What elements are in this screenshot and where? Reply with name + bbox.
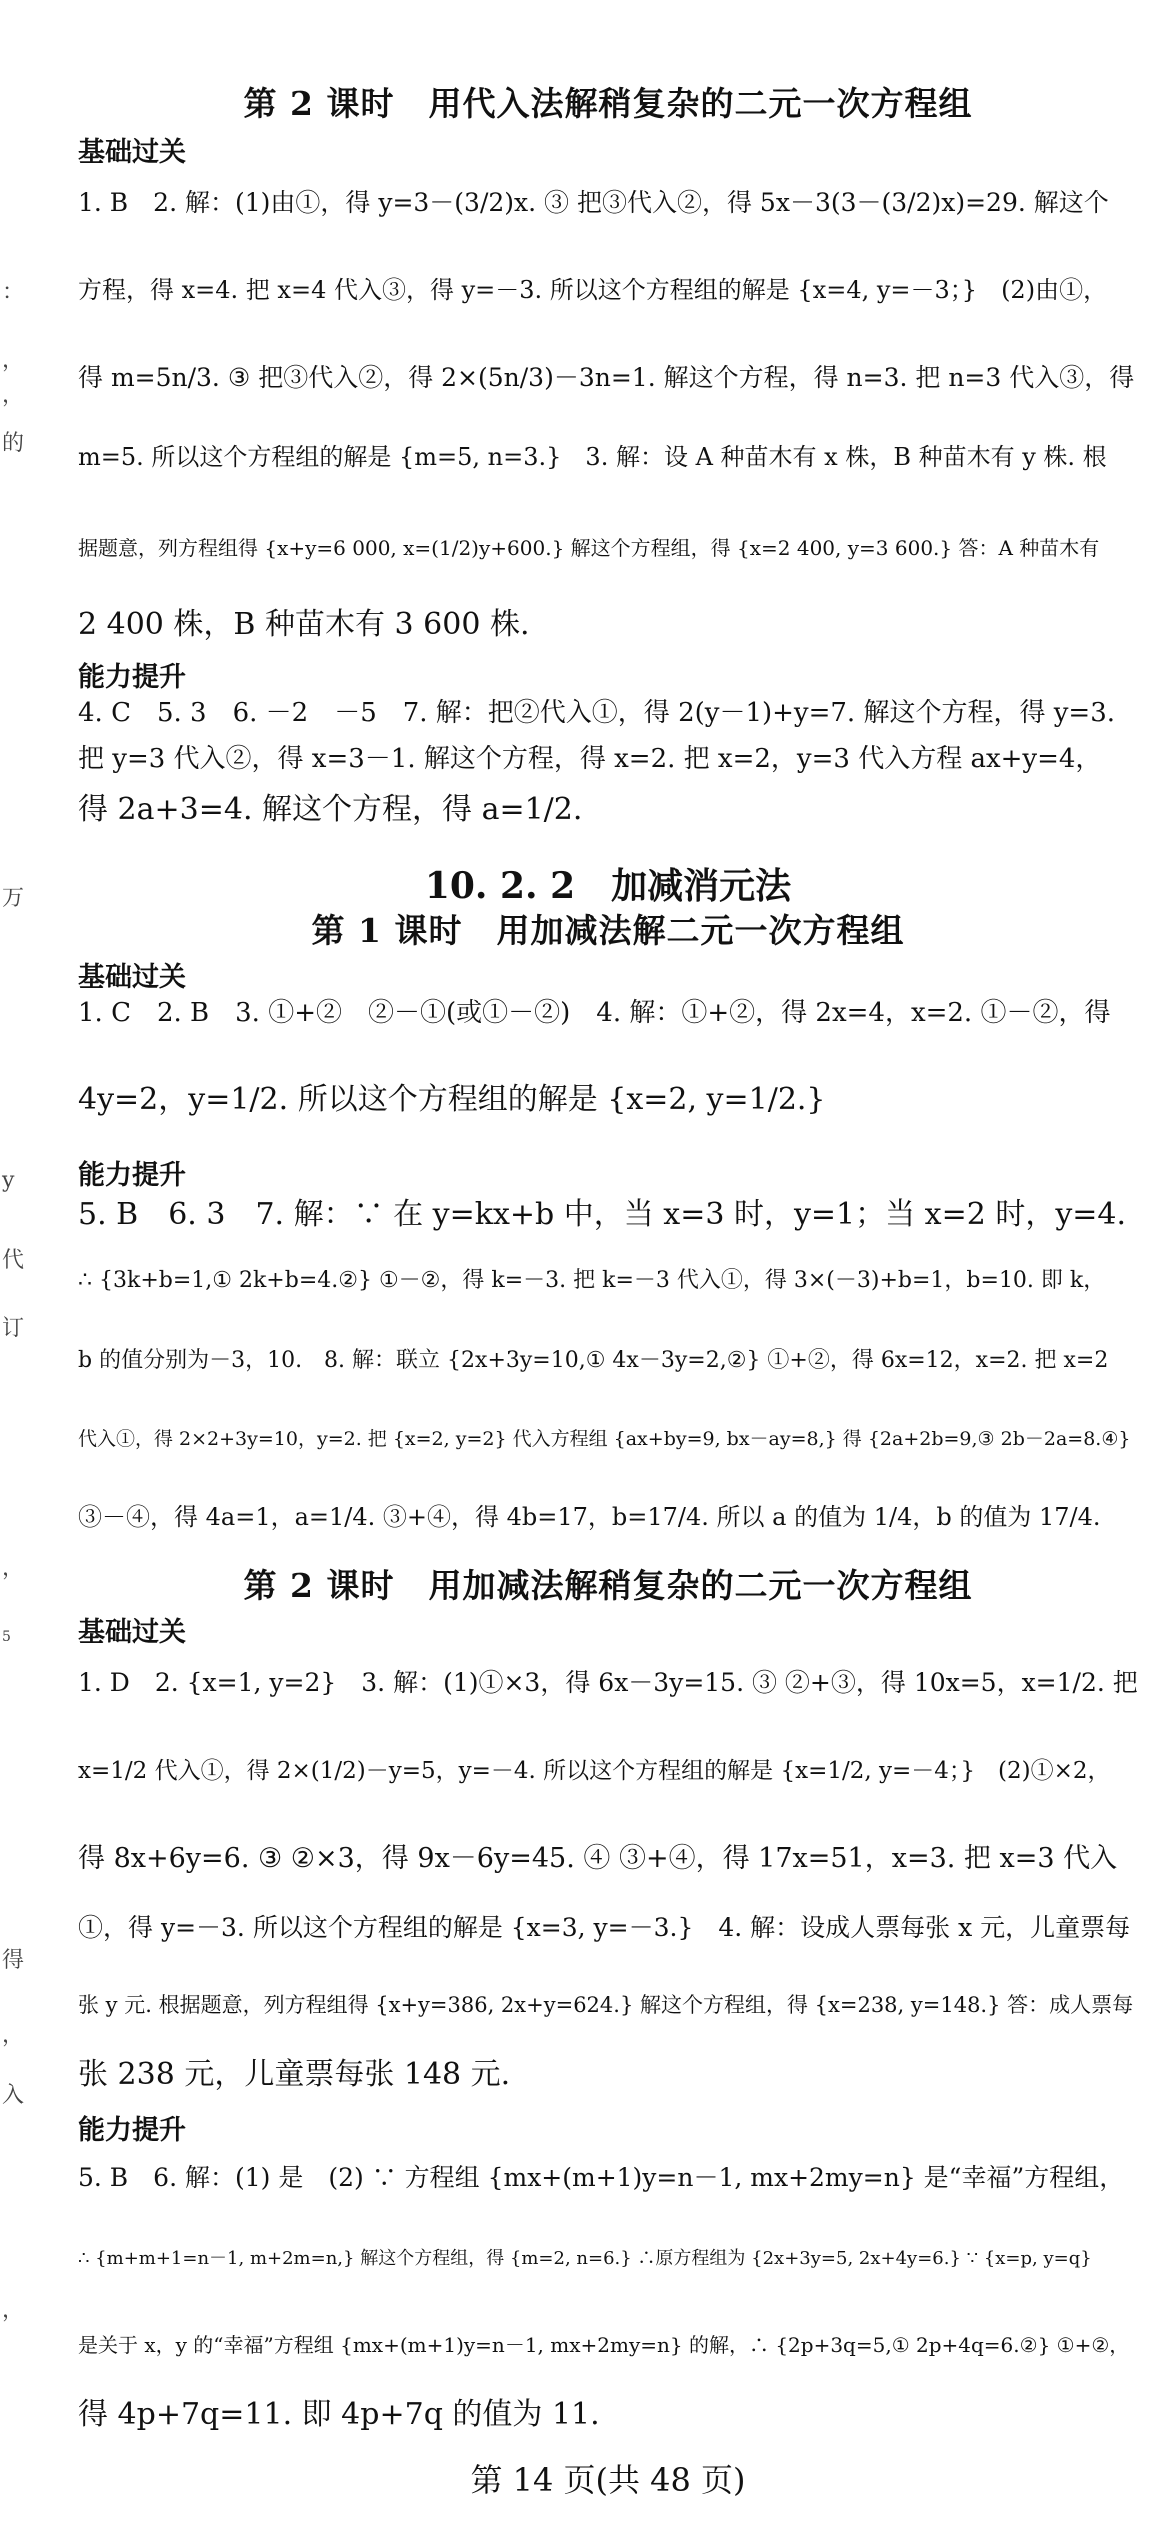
answer-line: 是关于 x，y 的“幸福”方程组 {mx+(m+1)y=n－1, mx+2my=n} 的解，∴ {2p+3q=5,① 2p+4q=6.②} ①+②，: [78, 2333, 1130, 2357]
answer-line: 1. D 2. {x=1, y=2} 3. 解：(1)①×3，得 6x－3y=15. ③ ②+③，得 10x=5，x=1/2. 把: [78, 1668, 1138, 1697]
answer-line: 5. B 6. 3 7. 解：∵ 在 y=kx+b 中，当 x=3 时，y=1；当 x=2 时，y=4.: [78, 1197, 1127, 1232]
answer-line: 2 400 株，B 种苗木有 3 600 株.: [78, 607, 530, 642]
answer-line: 1. C 2. B 3. ①+② ②－①(或①－②) 4. 解：①+②，得 2x=4，x=2. ①－②，得: [78, 998, 1111, 1028]
subheading-basic: 基础过关: [78, 962, 186, 993]
answer-line: 方程，得 x=4. 把 x=4 代入③，得 y=－3. 所以这个方程组的解是 {x=4, y=－3；} (2)由①，: [78, 276, 1108, 304]
answer-line: 得 4p+7q=11. 即 4p+7q 的值为 11.: [78, 2397, 600, 2432]
edge-mark: ，: [2, 2298, 25, 2323]
answer-line: 4y=2，y=1/2. 所以这个方程组的解是 {x=2, y=1/2.}: [78, 1082, 826, 1117]
edge-mark: ，: [2, 1556, 25, 1581]
edge-mark: ，: [2, 348, 25, 373]
answer-line: ∴ {3k+b=1,① 2k+b=4.②} ①－②，得 k=－3. 把 k=－3 代入①，得 3×(－3)+b=1，b=10. 即 k，: [78, 1268, 1106, 1293]
answer-line: 得 m=5n/3. ③ 把③代入②，得 2×(5n/3)－3n=1. 解这个方程，得 n=3. 把 n=3 代入③，得: [78, 363, 1135, 392]
answer-line: b 的值分别为－3，10. 8. 解：联立 {2x+3y=10,① 4x－3y=2,②} ①+②，得 6x=12，x=2. 把 x=2: [78, 1348, 1109, 1373]
edge-mark: y: [2, 1168, 15, 1193]
answer-line: 代入①，得 2×2+3y=10，y=2. 把 {x=2, y=2} 代入方程组 {ax+by=9, bx－ay=8,} 得 {2a+2b=9,③ 2b－2a=8.④}: [78, 1428, 1131, 1450]
answer-line: 张 238 元，儿童票每张 148 元.: [78, 2057, 511, 2092]
section-title: 10. 2. 2 加减消元法: [424, 865, 792, 907]
answer-line: 得 8x+6y=6. ③ ②×3，得 9x－6y=45. ④ ③+④，得 17x=51，x=3. 把 x=3 代入: [78, 1843, 1118, 1874]
subheading-advanced: 能力提升: [78, 2115, 186, 2146]
edge-mark: 万: [2, 886, 25, 911]
answer-line: 5. B 6. 解：(1) 是 (2) ∵ 方程组 {mx+(m+1)y=n－1, mx+2my=n} 是“幸福”方程组，: [78, 2163, 1125, 2192]
edge-mark: 入: [2, 2083, 25, 2108]
answer-line: ∴ {m+m+1=n－1, m+2m=n,} 解这个方程组，得 {m=2, n=6.} ∴原方程组为 {2x+3y=5, 2x+4y=6.} ∵ {x=p, y=q}: [78, 2248, 1092, 2269]
page-footer: 第 14 页(共 48 页): [470, 2461, 746, 2499]
edge-mark: 5: [2, 1629, 11, 1645]
subheading-basic: 基础过关: [78, 137, 186, 168]
answer-line: 张 y 元. 根据题意，列方程组得 {x+y=386, 2x+y=624.} 解这个方程组，得 {x=238, y=148.} 答：成人票每: [78, 1993, 1134, 2017]
edge-mark: ，: [2, 2023, 25, 2048]
answer-line: m=5. 所以这个方程组的解是 {m=5, n=3.} 3. 解：设 A 种苗木有 x 株，B 种苗木有 y 株. 根: [78, 443, 1107, 471]
answer-line: 据题意，列方程组得 {x+y=6 000, x=(1/2)y+600.} 解这个方程组，得 {x=2 400, y=3 600.} 答：A 种苗木有: [78, 536, 1100, 560]
edge-mark: 代: [2, 1248, 25, 1273]
answer-line: ③－④，得 4a=1，a=1/4. ③+④，得 4b=17，b=17/4. 所以 a 的值为 1/4，b 的值为 17/4.: [78, 1503, 1101, 1531]
edge-mark: 订: [2, 1316, 25, 1341]
lesson-title: 第 2 课时 用代入法解稍复杂的二元一次方程组: [243, 84, 973, 123]
answer-line: 把 y=3 代入②，得 x=3－1. 解这个方程，得 x=2. 把 x=2，y=3 代入方程 ax+y=4，: [78, 744, 1102, 774]
answer-line: 得 2a+3=4. 解这个方程，得 a=1/2.: [78, 792, 583, 827]
answer-line: ①，得 y=－3. 所以这个方程组的解是 {x=3, y=－3.} 4. 解：设成人票每张 x 元，儿童票每: [78, 1913, 1131, 1942]
edge-mark: ：: [2, 280, 25, 305]
edge-mark: 的: [2, 431, 25, 456]
edge-mark: 得: [2, 1948, 25, 1973]
subheading-advanced: 能力提升: [78, 662, 186, 693]
lesson-title: 第 2 课时 用加减法解稍复杂的二元一次方程组: [243, 1566, 973, 1605]
answer-line: x=1/2 代入①，得 2×(1/2)－y=5，y=－4. 所以这个方程组的解是 {x=1/2, y=－4；} (2)①×2，: [78, 1758, 1111, 1784]
subheading-advanced: 能力提升: [78, 1160, 186, 1191]
subheading-basic: 基础过关: [78, 1617, 186, 1648]
lesson-title: 第 1 课时 用加减法解二元一次方程组: [311, 911, 905, 950]
answer-line: 4. C 5. 3 6. －2 －5 7. 解：把②代入①，得 2(y－1)+y=7. 解这个方程，得 y=3.: [78, 698, 1116, 728]
edge-mark: ，: [2, 383, 25, 408]
answer-line: 1. B 2. 解：(1)由①，得 y=3－(3/2)x. ③ 把③代入②，得 5x－3(3－(3/2)x)=29. 解这个: [78, 188, 1109, 217]
